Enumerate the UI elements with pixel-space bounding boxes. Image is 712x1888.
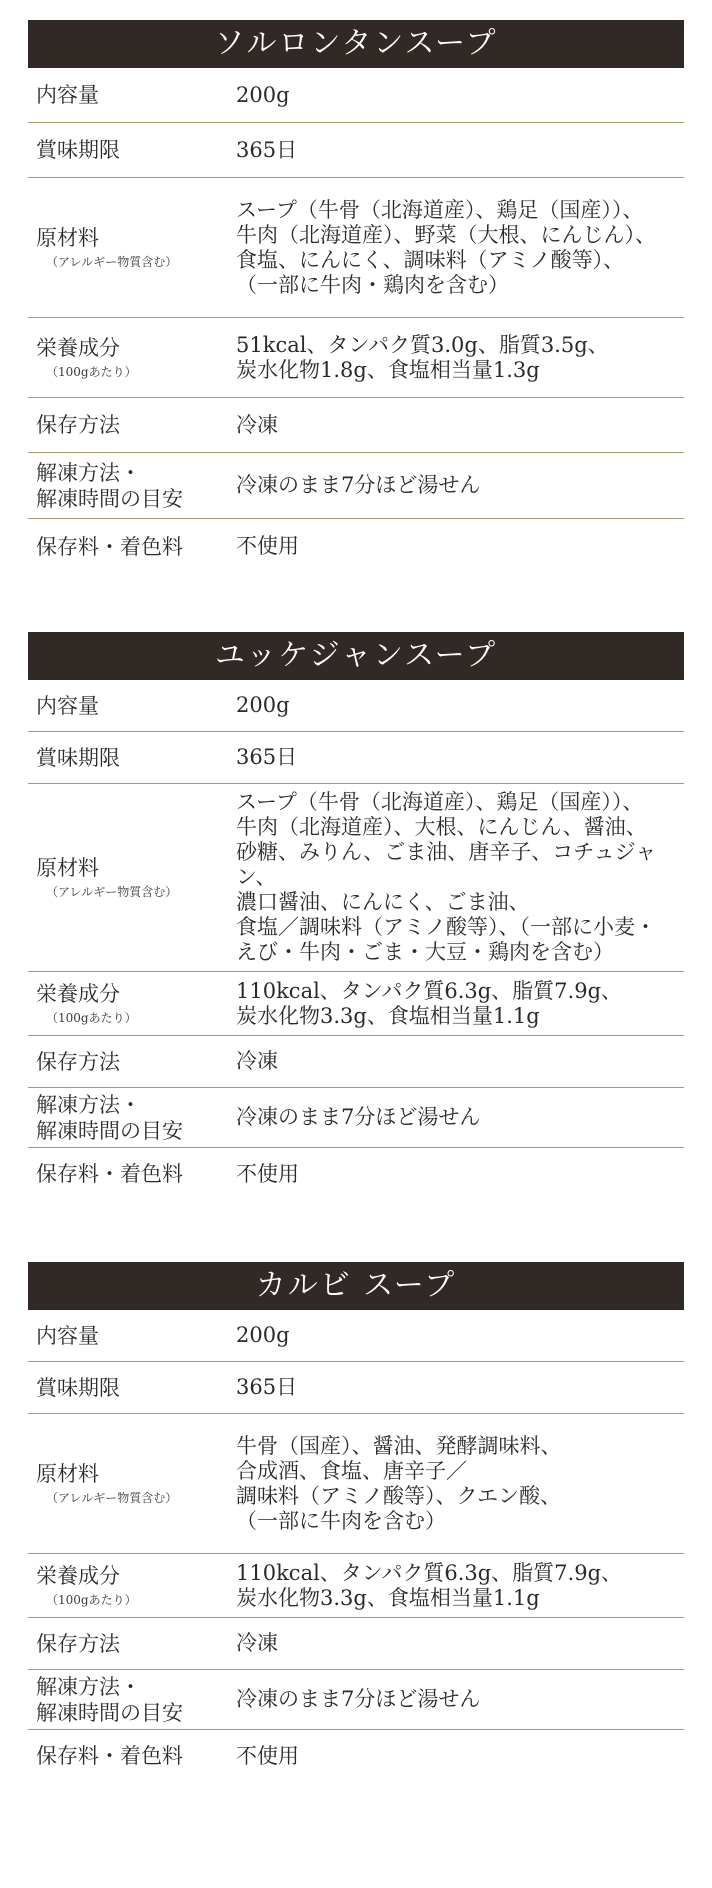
product-title: ユッケジャンスープ [28, 632, 684, 680]
spec-value: スープ（牛骨（北海道産）、鶏足（国産））、 牛肉（北海道産）、大根、にんじん、醤油、 砂糖、みりん、ごま油、唐辛子、コチュジャン、 濃口醤油、にんにく、ごま油、 食塩／調味料（アミノ酸等）、（一部に小麦・ えび・牛肉・ごま・大豆・鶏肉を含む） [236, 790, 657, 964]
spec-value: スープ（牛骨（北海道産）、鶏足（国産））、 牛肉（北海道産）、野菜（大根、にんじん）、 食塩、にんにく、調味料（アミノ酸等）、 （一部に牛肉・鶏肉を含む） [236, 197, 656, 297]
spec-label: 内容量 [36, 693, 99, 718]
spec-row-volume [28, 68, 684, 123]
product-title: ソルロンタンスープ [28, 20, 684, 68]
spec-value: 牛骨（国産）、醤油、発酵調味料、 合成酒、食塩、唐辛子／ 調味料（アミノ酸等）、クエン酸、 （一部に牛肉を含む） [236, 1433, 562, 1533]
spec-row-nutrition [28, 972, 684, 1036]
spec-value: 110kcal、タンパク質6.3g、脂質7.9g、 炭水化物3.3g、食塩相当量1.1g [236, 1560, 623, 1610]
spec-row-ingredients [28, 178, 684, 318]
spec-label: 保存料・着色料 [36, 1744, 183, 1768]
spec-label: 原材料 [36, 1462, 99, 1486]
spec-row-volume [28, 680, 684, 732]
spec-value: 365日 [236, 745, 298, 769]
spec-value: 不使用 [236, 1743, 299, 1768]
spec-label-block [28, 855, 236, 900]
spec-value: 51kcal、タンパク質3.0g、脂質3.5g、 炭水化物1.8g、食塩相当量1.3g [236, 332, 609, 382]
spec-row-thawing [28, 1088, 684, 1148]
spec-row-volume [28, 1310, 684, 1362]
spec-sublabel: （アレルギー物質含む） [46, 255, 178, 269]
spec-value: 不使用 [236, 534, 299, 558]
spec-row-storage [28, 398, 684, 453]
spec-label-block [28, 1563, 236, 1608]
spec-value: 200g [236, 82, 290, 107]
spec-sublabel: （アレルギー物質含む） [46, 1491, 178, 1505]
spec-label-block [28, 1461, 236, 1506]
spec-row-expiry [28, 1362, 684, 1414]
spec-value: 200g [236, 1323, 290, 1347]
spec-value: 冷凍のまま7分ほど湯せん [236, 473, 481, 497]
spec-value: 冷凍 [236, 1049, 278, 1073]
spec-label: 賞味期限 [36, 138, 120, 162]
spec-row-additives [28, 519, 684, 574]
spec-row-additives [28, 1730, 684, 1782]
spec-label: 解凍方法・ 解凍時間の目安 [36, 1674, 183, 1725]
spec-label-block [28, 981, 236, 1026]
spec-value: 冷凍 [236, 412, 278, 437]
spec-value: 冷凍のまま7分ほど湯せん [236, 1687, 481, 1711]
spec-label: 保存方法 [36, 1049, 120, 1074]
spec-label-block [28, 225, 236, 270]
spec-row-thawing [28, 1670, 684, 1730]
product-section-galbi [28, 1262, 684, 1822]
spec-label: 解凍方法・ 解凍時間の目安 [36, 460, 183, 511]
spec-value: 冷凍 [236, 1631, 278, 1655]
spec-label: 解凍方法・ 解凍時間の目安 [36, 1092, 183, 1143]
spec-label: 賞味期限 [36, 1375, 120, 1400]
spec-label: 保存料・着色料 [36, 534, 183, 559]
spec-sublabel: （アレルギー物質含む） [46, 885, 178, 899]
spec-row-additives [28, 1148, 684, 1200]
spec-label-block [28, 335, 236, 380]
spec-label: 原材料 [36, 226, 99, 250]
spec-row-ingredients [28, 784, 684, 972]
spec-label: 栄養成分 [36, 1564, 120, 1588]
spec-row-expiry [28, 123, 684, 178]
spec-value: 365日 [236, 137, 298, 162]
spec-value: 不使用 [236, 1161, 299, 1186]
spec-sublabel: （100gあたり） [46, 365, 137, 379]
spec-value: 365日 [236, 1375, 298, 1399]
spec-value: 200g [236, 693, 290, 717]
product-title: カルビ スープ [28, 1262, 684, 1310]
spec-label: 賞味期限 [36, 745, 120, 770]
spec-label: 内容量 [36, 1323, 99, 1348]
spec-row-storage [28, 1618, 684, 1670]
spec-label: 保存料・着色料 [36, 1162, 183, 1186]
spec-label: 保存方法 [36, 413, 120, 437]
spec-value: 冷凍のまま7分ほど湯せん [236, 1105, 481, 1129]
spec-value: 110kcal、タンパク質6.3g、脂質7.9g、 炭水化物3.3g、食塩相当量1.1g [236, 978, 623, 1028]
spec-row-expiry [28, 732, 684, 784]
spec-label: 内容量 [36, 83, 99, 107]
spec-row-nutrition [28, 318, 684, 398]
spec-sublabel: （100gあたり） [46, 1593, 137, 1607]
spec-label: 栄養成分 [36, 336, 120, 360]
spec-row-thawing [28, 453, 684, 519]
spec-row-storage [28, 1036, 684, 1088]
spec-label: 原材料 [36, 856, 99, 880]
spec-row-ingredients [28, 1414, 684, 1554]
spec-sublabel: （100gあたり） [46, 1011, 137, 1025]
spec-row-nutrition [28, 1554, 684, 1618]
spec-label: 保存方法 [36, 1631, 120, 1656]
product-section-yukgaejang [28, 632, 684, 1240]
product-section-sollongtang [28, 20, 684, 610]
spec-label: 栄養成分 [36, 982, 120, 1006]
